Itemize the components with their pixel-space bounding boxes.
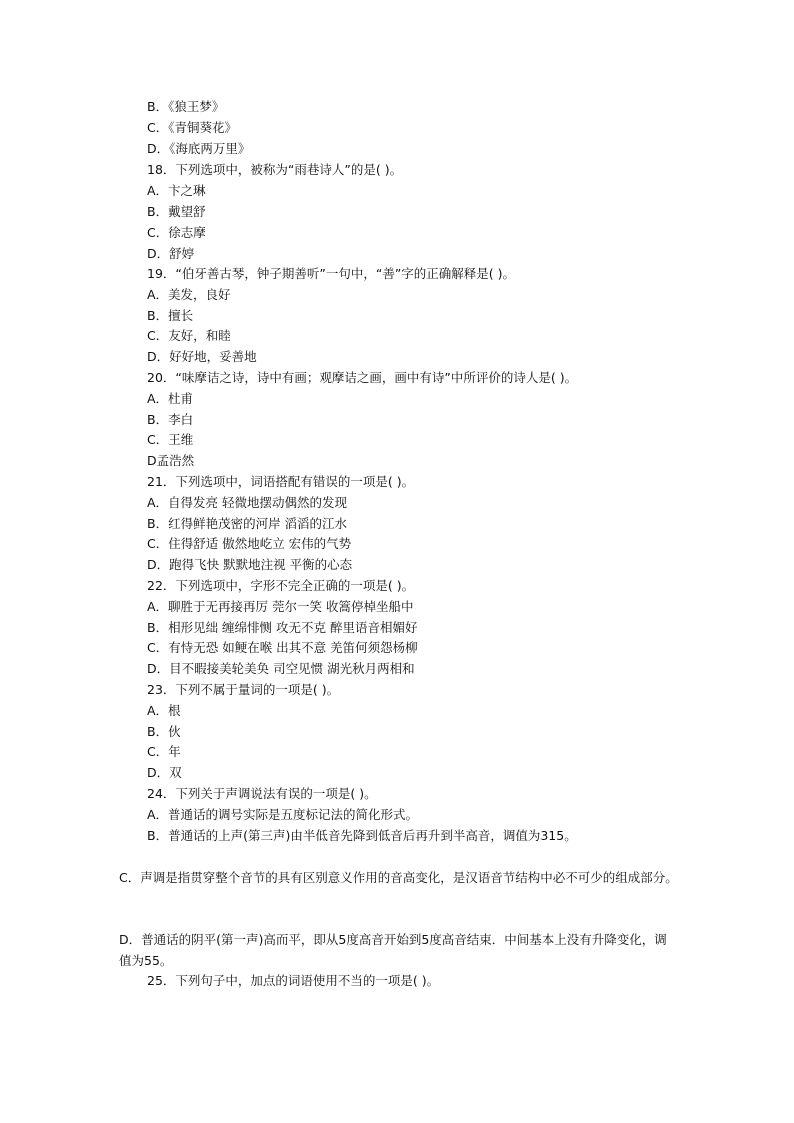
option-paragraph: D．普通话的阴平(第一声)高而平，即从5度高音开始到5度高音结束．中间基本上没有升降变化，调值为55。 [119, 932, 667, 968]
question-text-line: B．普通话的上声(第三声)由半低音先降到低音后再升到半高音，调值为315。 [147, 828, 577, 843]
question-text-line: A．普通话的调号实际是五度标记法的简化形式。 [147, 807, 419, 822]
question-text-line: A．卞之琳 [147, 183, 206, 198]
question-text-line: C．住得舒适 傲然地屹立 宏伟的气势 [147, 536, 352, 551]
question-text-line: C．友好，和睦 [147, 328, 231, 343]
question-text-line: 23．下列不属于量词的一项是( )。 [147, 682, 340, 697]
question-text-line: D．好好地，妥善地 [147, 349, 257, 364]
question-text-line: D．《海底两万里》 [147, 141, 251, 156]
question-text-line: 20．“味摩诘之诗，诗中有画；观摩诘之画，画中有诗”中所评价的诗人是( )。 [147, 370, 578, 385]
question-text-line: A．自得发亮 轻微地摆动偶然的发现 [147, 495, 348, 510]
question-text-line: 25．下列句子中，加点的词语使用不当的一项是( )。 [147, 973, 440, 988]
question-text-line: D．跑得飞快 默默地注视 平衡的心态 [147, 557, 353, 572]
question-text-line: A．杜甫 [147, 391, 194, 406]
question-text-line: 22．下列选项中，字形不完全正确的一项是( )。 [147, 578, 415, 593]
question-text-line: D．目不暇接美轮美奂 司空见惯 湖光秋月两相和 [147, 661, 415, 676]
question-text-line: B．《狼王梦》 [147, 99, 225, 114]
question-text-line: A．根 [147, 703, 181, 718]
option-paragraph: C．声调是指贯穿整个音节的具有区别意义作用的音高变化，是汉语音节结构中必不可少的组成部分。 [119, 870, 678, 885]
question-text-line: 19．“伯牙善古琴，钟子期善听”一句中，“善”字的正确解释是( )。 [147, 266, 516, 281]
question-text-line: B．擅长 [147, 308, 194, 323]
question-text-line: B．戴望舒 [147, 204, 206, 219]
question-text-line: 18．下列选项中，被称为“雨巷诗人”的是( )。 [147, 162, 403, 177]
question-text-line: A．聊胜于无再接再厉 莞尔一笑 收篙停棹坐船中 [147, 599, 414, 614]
question-text-line: 24．下列关于声调说法有误的一项是( )。 [147, 786, 377, 801]
question-text-line: B．相形见绌 缠绵悱恻 攻无不克 醉里语音相媚好 [147, 620, 418, 635]
question-text-line: C．王维 [147, 432, 194, 447]
question-text-line: B．红得鲜艳茂密的河岸 滔滔的江水 [147, 516, 348, 531]
question-text-line: D孟浩然 [147, 453, 195, 468]
question-text-line: 21．下列选项中，词语搭配有错误的一项是( )。 [147, 474, 415, 489]
question-text-line: C．年 [147, 744, 181, 759]
question-text-line: C．有恃无恐 如鲠在喉 出其不意 羌笛何须怨杨柳 [147, 640, 418, 655]
question-text-line: C．《青铜葵花》 [147, 120, 237, 135]
question-text-line: D．舒婷 [147, 246, 195, 261]
question-text-line: D．双 [147, 765, 182, 780]
question-text-line: B．李白 [147, 412, 194, 427]
question-text-line: C．徐志摩 [147, 225, 206, 240]
question-text-line: A．美发，良好 [147, 287, 231, 302]
question-text-line: B．伙 [147, 724, 181, 739]
